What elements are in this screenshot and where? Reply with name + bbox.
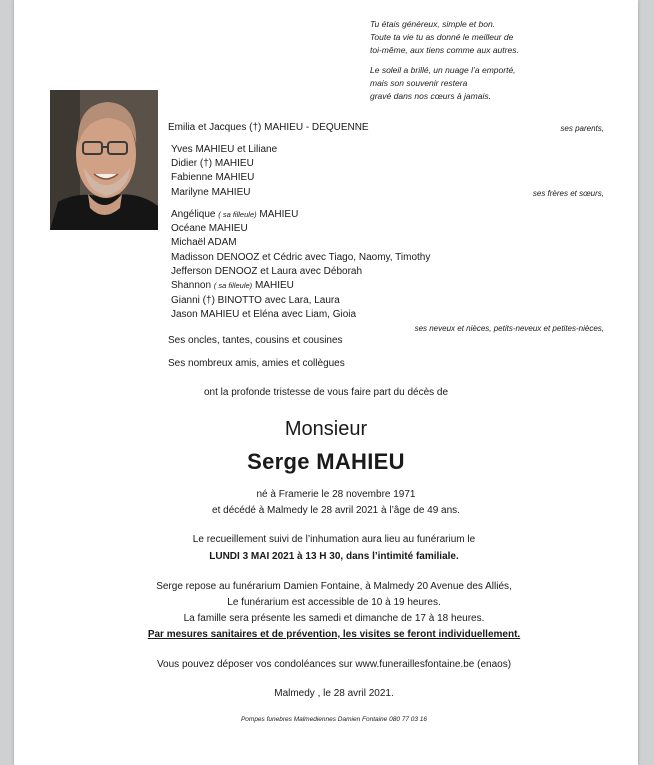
place-date: Malmedy , le 28 avril 2021. xyxy=(274,688,394,699)
sibling-name: Marilyne MAHIEU xyxy=(171,187,251,198)
sibling-name: Didier (†) MAHIEU xyxy=(171,158,254,169)
poem-stanza-1 xyxy=(370,18,519,57)
nephews-relation: ses neveux et nièces, petits-neveux et petites-nièces, xyxy=(414,324,604,333)
uncles-line: Ses oncles, tantes, cousins et cousines xyxy=(168,335,343,346)
name-part: Shannon xyxy=(171,280,214,291)
funeral-home-footer: Pompes funebres Malmediennes Damien Fontaine 080 77 03 16 xyxy=(240,716,428,723)
visit-line-3: La famille sera présente les samedi et dimanche de 17 à 18 heures. xyxy=(183,613,485,624)
poem-stanza-2 xyxy=(370,64,516,103)
nephew-name: Gianni (†) BINOTTO avec Lara, Laura xyxy=(171,295,340,306)
siblings-relation: ses frères et sœurs, xyxy=(532,189,604,198)
godchild-note: ( sa filleule) xyxy=(213,281,253,290)
name-part: MAHIEU xyxy=(256,209,299,220)
nephew-name: Michaël ADAM xyxy=(171,237,237,248)
name-part: Angélique xyxy=(171,209,219,220)
poem-line: toi-même, aux tiens comme aux autres. xyxy=(370,45,519,55)
nephew-name: Jason MAHIEU et Eléna avec Liam, Gioia xyxy=(171,309,357,320)
sibling-name: Yves MAHIEU et Liliane xyxy=(171,144,278,155)
ceremony-date: LUNDI 3 MAI 2021 à 13 H 30, dans l’intimité familiale. xyxy=(209,551,459,562)
poem-line: Toute ta vie tu as donné le meilleur de xyxy=(370,32,514,42)
parents-names: Emilia et Jacques (†) MAHIEU - DEQUENNE xyxy=(168,122,369,133)
name-part: MAHIEU xyxy=(252,280,294,291)
portrait-photo xyxy=(50,90,158,230)
portrait-illustration xyxy=(50,90,158,230)
nephew-name xyxy=(171,209,298,220)
visit-line-2: Le funérarium est accessible de 10 à 19 heures. xyxy=(227,597,441,608)
visit-line-1: Serge repose au funérarium Damien Fontaine, à Malmedy 20 Avenue des Alliés, xyxy=(156,581,512,592)
nephew-name: Océane MAHIEU xyxy=(171,223,248,234)
poem-line: Le soleil a brillé, un nuage l’a emporté, xyxy=(370,65,516,75)
death-line: et décédé à Malmedy le 28 avril 2021 à l’âge de 49 ans. xyxy=(212,505,460,516)
godchild-note: ( sa filleule) xyxy=(218,210,257,219)
announcement-text: ont la profonde tristesse de vous faire part du décès de xyxy=(204,387,449,398)
poem-line: gravé dans nos cœurs à jamais. xyxy=(370,91,491,101)
parents-relation: ses parents, xyxy=(560,124,604,133)
nephew-name xyxy=(171,280,294,291)
nephew-name: Jefferson DENOOZ et Laura avec Déborah xyxy=(171,266,363,277)
friends-line: Ses nombreux amis, amies et collègues xyxy=(168,358,345,369)
nephew-name: Madisson DENOOZ et Cédric avec Tiago, Naomy, Timothy xyxy=(171,252,431,263)
obituary-page xyxy=(14,0,638,765)
sanitary-notice: Par mesures sanitaires et de prévention, les visites se feront individuellement. xyxy=(147,629,521,640)
poem-line: Tu étais généreux, simple et bon. xyxy=(370,19,496,29)
birth-line: né à Framerie le 28 novembre 1971 xyxy=(256,489,416,500)
ceremony-line-1: Le recueillement suivi de l’inhumation aura lieu au funérarium le xyxy=(192,534,476,545)
deceased-title: Monsieur xyxy=(284,418,368,440)
poem-line: mais son souvenir restera xyxy=(370,78,468,88)
deceased-name: Serge MAHIEU xyxy=(247,449,405,474)
sibling-name: Fabienne MAHIEU xyxy=(171,172,255,183)
condolences-line: Vous pouvez déposer vos condoléances sur www.funeraillesfontaine.be (enaos) xyxy=(156,659,512,670)
